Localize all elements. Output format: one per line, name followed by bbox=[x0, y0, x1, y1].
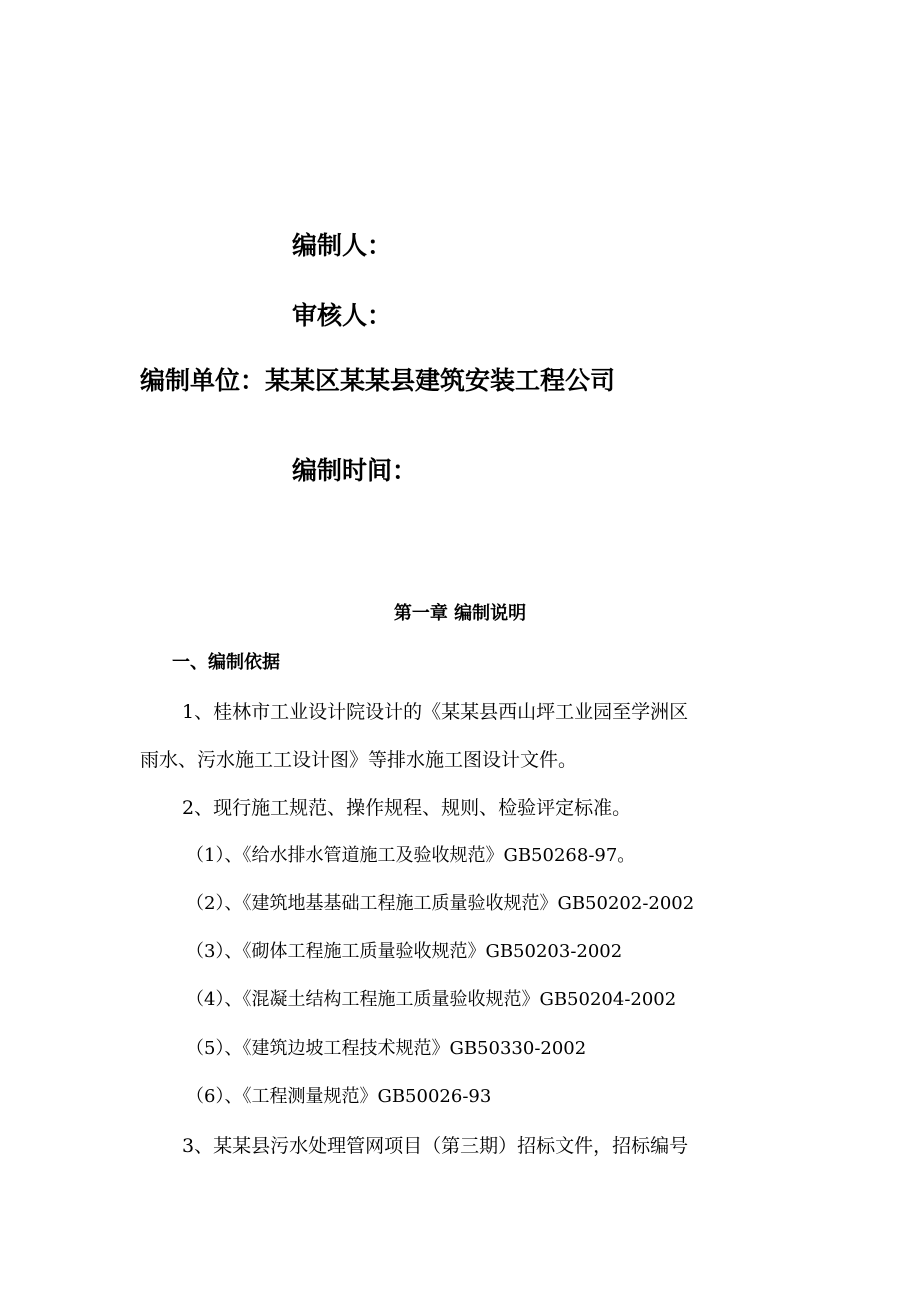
reviewer-label: 审核人： bbox=[292, 301, 393, 330]
preparation-time-label: 编制时间： bbox=[292, 456, 418, 485]
standard-item: （1）、《给水排水管道施工及验收规范》GB50268-97。 bbox=[186, 845, 636, 866]
paragraph-line: 1、桂林市工业设计院设计的《某某县西山坪工业园至学洲区 bbox=[182, 701, 689, 723]
standard-item: （6）、《工程测量规范》GB50026-93 bbox=[186, 1086, 492, 1107]
paragraph-line: 2、现行施工规范、操作规程、规则、检验评定标准。 bbox=[182, 797, 632, 819]
preparer-label: 编制人： bbox=[292, 231, 393, 260]
paragraph-line: 3、某某县污水处理管网项目（第三期）招标文件，招标编号 bbox=[182, 1135, 689, 1157]
section-heading: 一、编制依据 bbox=[172, 652, 280, 673]
paragraph-line: 雨水、污水施工工设计图》等排水施工图设计文件。 bbox=[140, 749, 578, 771]
chapter-title: 第一章 编制说明 bbox=[393, 603, 527, 624]
preparing-unit-label: 编制单位：某某区某某县建筑安装工程公司 bbox=[140, 366, 616, 395]
standard-item: （5）、《建筑边坡工程技术规范》GB50330-2002 bbox=[186, 1038, 587, 1059]
standard-item: （3）、《砌体工程施工质量验收规范》GB50203-2002 bbox=[186, 941, 623, 962]
standard-item: （4）、《混凝土结构工程施工质量验收规范》GB50204-2002 bbox=[186, 989, 677, 1010]
standard-item: （2）、《建筑地基基础工程施工质量验收规范》GB50202-2002 bbox=[186, 893, 695, 914]
